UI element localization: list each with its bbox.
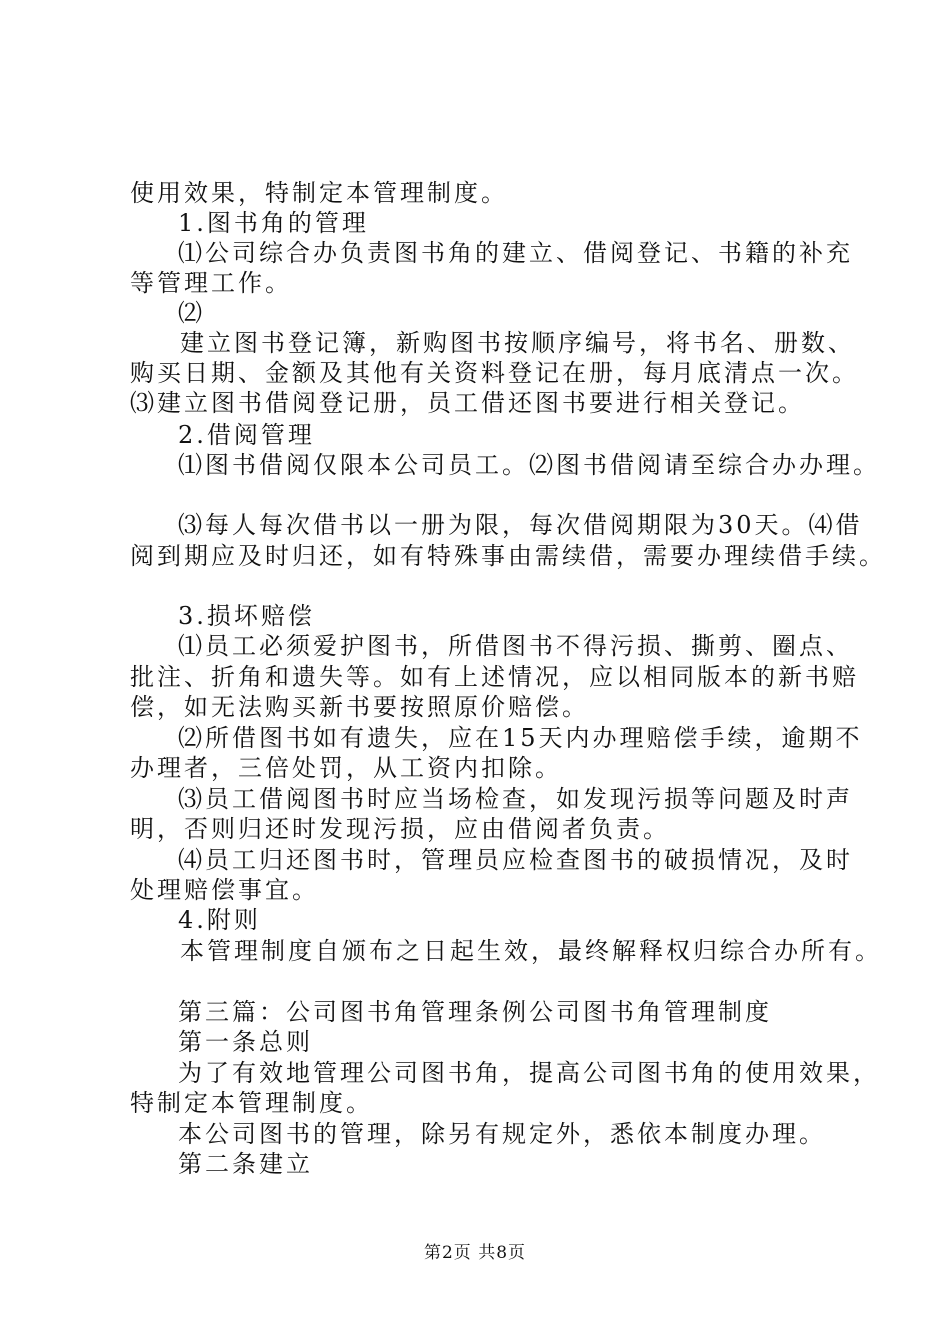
text-line: 明，否则归还时发现污损，应由借阅者负责。	[130, 815, 670, 843]
text-line: 本公司图书的管理，除另有规定外，悉依本制度办理。	[178, 1120, 826, 1148]
text-line: 处理赔偿事宜。	[130, 876, 319, 904]
text-line: ⑷员工归还图书时，管理员应检查图书的破损情况，及时	[178, 846, 853, 874]
text-line: ⑵所借图书如有遗失，应在15天内办理赔偿手续，逾期不	[178, 724, 863, 752]
text-line: 等管理工作。	[130, 269, 292, 297]
chapter-title: 第三篇：公司图书角管理条例公司图书角管理制度	[178, 998, 772, 1026]
text-line: 阅到期应及时归还，如有特殊事由需续借，需要办理续借手续。	[130, 542, 886, 570]
text-line: ⑶每人每次借书以一册为限，每次借阅期限为30天。⑷借	[178, 511, 863, 539]
text-line: 本管理制度自颁布之日起生效，最终解释权归综合办所有。	[180, 937, 882, 965]
text-line: 购买日期、金额及其他有关资料登记在册，每月底清点一次。	[130, 359, 859, 387]
section-heading: 4.附则	[178, 906, 261, 934]
article-heading: 第一条总则	[178, 1028, 313, 1056]
text-line: 批注、折角和遗失等。如有上述情况，应以相同版本的新书赔	[130, 663, 859, 691]
text-line: 特制定本管理制度。	[130, 1089, 373, 1117]
text-line: 建立图书登记簿，新购图书按顺序编号，将书名、册数、	[180, 329, 855, 357]
text-line: ⑵	[178, 299, 205, 327]
text-line: ⑴员工必须爱护图书，所借图书不得污损、撕剪、圈点、	[178, 632, 853, 660]
text-line: 偿，如无法购买新书要按照原价赔偿。	[130, 693, 589, 721]
text-line: 使用效果，特制定本管理制度。	[130, 179, 508, 207]
article-heading: 第二条建立	[178, 1150, 313, 1178]
text-line: 为了有效地管理公司图书角，提高公司图书角的使用效果，	[178, 1059, 880, 1087]
section-heading: 2.借阅管理	[178, 421, 315, 449]
text-line: ⑶员工借阅图书时应当场检查，如发现污损等问题及时声	[178, 785, 853, 813]
section-heading: 1.图书角的管理	[178, 209, 369, 237]
section-heading: 3.损坏赔偿	[178, 602, 315, 630]
page-number-footer: 第2页 共8页	[423, 1243, 527, 1263]
text-line: ⑴公司综合办负责图书角的建立、借阅登记、书籍的补充	[178, 239, 853, 267]
text-line: 办理者，三倍处罚，从工资内扣除。	[130, 754, 562, 782]
text-line: ⑴图书借阅仅限本公司员工。⑵图书借阅请至综合办办理。	[178, 451, 880, 479]
text-line: ⑶建立图书借阅登记册，员工借还图书要进行相关登记。	[130, 389, 805, 417]
